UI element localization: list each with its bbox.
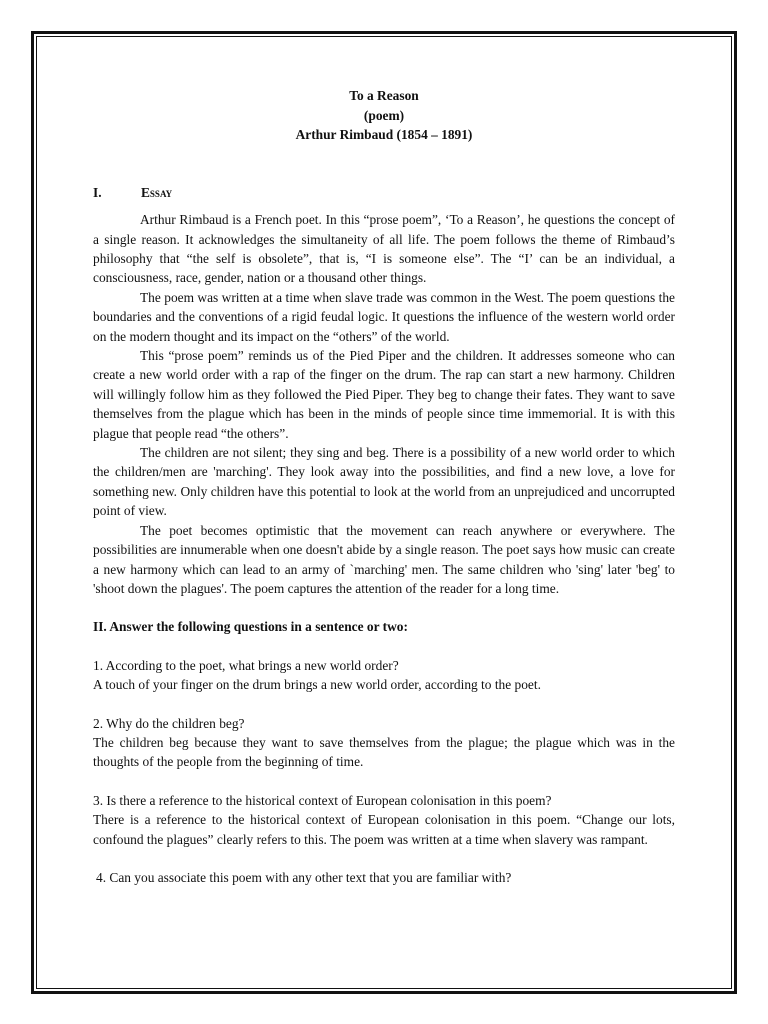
answer-text: A touch of your finger on the drum brings a new world order, according to the poet. [93,677,541,693]
essay-paragraph: The poem was written at a time when slave trade was common in the West. The poem questions the boundaries and the conventions of a rigid feudal logic. It questions the influence of the western world order on the modern thought and its impact on the “others” of the world. [93,289,675,344]
essay-paragraph: Arthur Rimbaud is a French poet. In this “prose poem”, ‘To a Reason’, he questions the concept of a single reason. It acknowledges the simultaneity of all life. The poem follows the theme of Rimbaud’s philosophy that “the self is obsolete”, that is, “I is someone else”. The “I’ can be an individual, a consciousness, race, gender, nation or a thousand other things. [93,212,675,286]
section-1-title: Essay [141,184,173,200]
section-1-number: I. [93,184,102,200]
essay-paragraph: The poet becomes optimistic that the movement can reach anywhere or everywhere. The possibilities are innumerable when one doesn't abide by a single reason. The poet says how music can create a new harmony which can lead to an army of `marching' men. The same children who 'sing' later 'beg' to 'shoot down the plagues'. The poem captures the attention of the reader for a long time. [93,522,675,596]
document-author: Arthur Rimbaud (1854 – 1891) [295,127,473,143]
essay-paragraph: The children are not silent; they sing and beg. There is a possibility of a new world order to which the children/men are 'marching'. They look away into the possibilities, and find a new love, a love for something new. Only children have this potential to look at the world from an unprejudiced and uncorrupted point of view. [93,445,675,519]
section-1-heading [93,183,675,202]
qa-item [93,656,675,695]
qa-item [93,714,675,772]
document-body [93,86,675,887]
question-text-last: 4. Can you associate this poem with any other text that you are familiar with? [96,869,512,885]
document-subtitle: (poem) [363,107,405,123]
title-block [93,86,675,145]
question-text: 3. Is there a reference to the historical context of European colonisation in this poem? [93,792,552,808]
essay-paragraph: This “prose poem” reminds us of the Pied Piper and the children. It addresses someone who can create a new world order with a rap of the finger on the drum. The rap can start a new harmony. Children will willingly follow him as they followed the Pied Piper. They beg to change their fates. They want to save themselves from the plague which has been in the minds of people since time immemorial. It is with this plague that people read “the others”. [93,348,675,441]
qa-item [93,791,675,849]
question-text: 2. Why do the children beg? [93,715,245,731]
document-title: To a Reason [349,88,419,103]
section-2-heading: II. Answer the following questions in a sentence or two: [93,619,408,635]
answer-text: The children beg because they want to save themselves from the plague; the plague which was in the thoughts of the people from the beginning of time. [93,734,675,770]
answer-text: There is a reference to the historical context of European colonisation in this poem. “Change our lots, confound the plagues” clearly refers to this. The poem was written at a time when slavery was rampant. [93,812,675,847]
question-text: 1. According to the poet, what brings a new world order? [93,657,399,673]
essay-text [93,210,675,598]
